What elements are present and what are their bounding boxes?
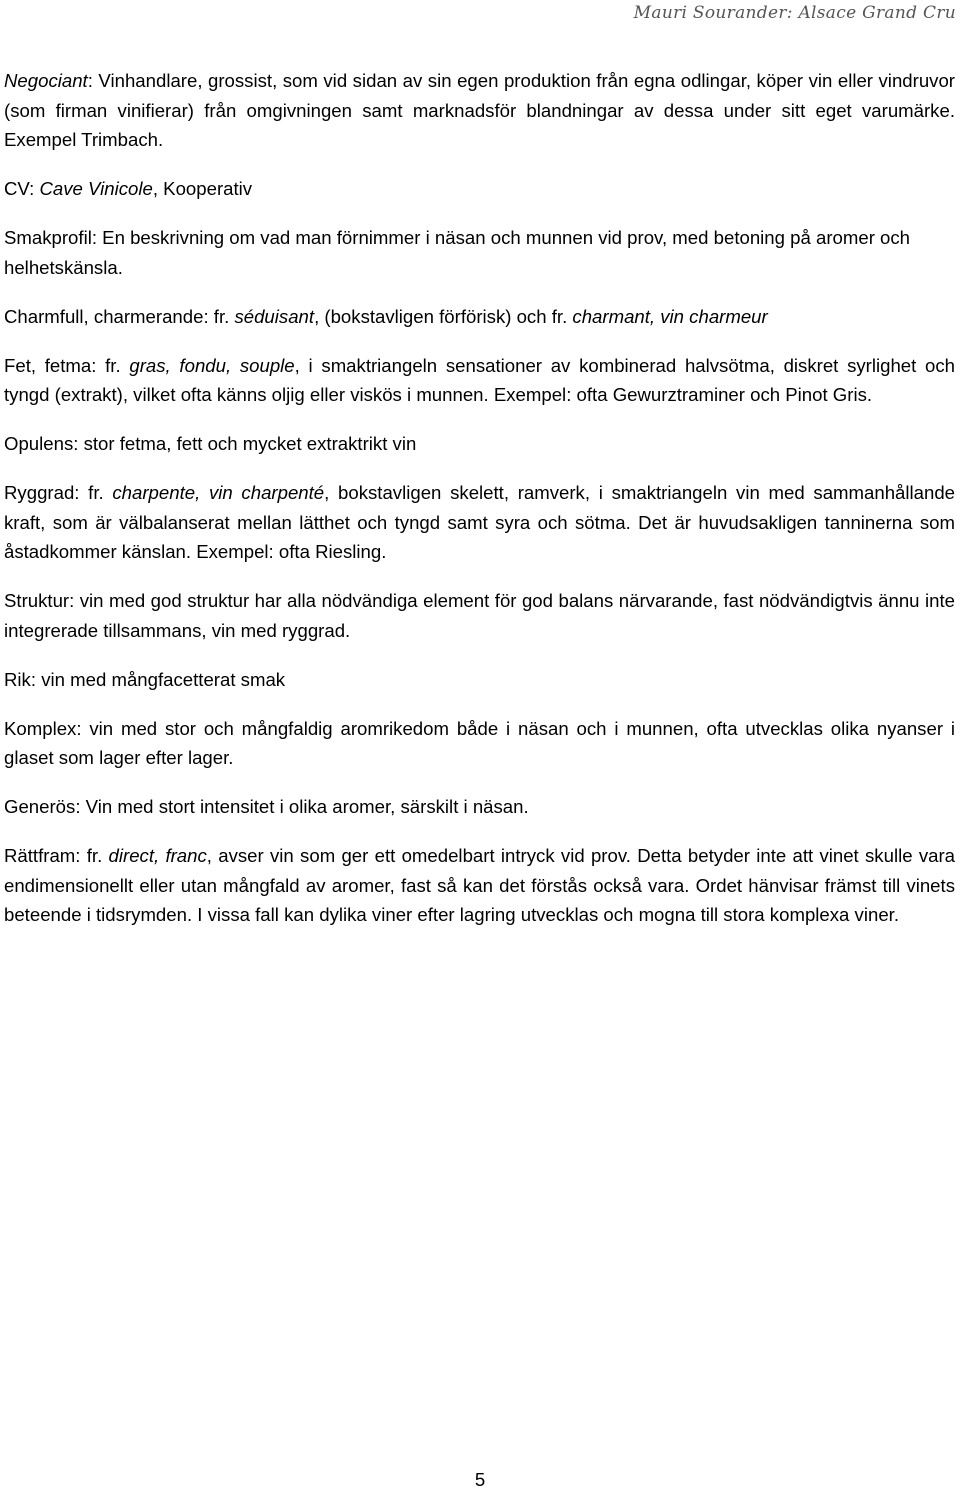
term: direct, franc bbox=[108, 845, 207, 866]
paragraph-fet bbox=[4, 351, 955, 410]
text-run: Struktur: vin med god struktur har alla nödvändiga element för god balans närvarande, fast nödvändigtvis ännu inte integrerade tillsammans, vin med ryggrad. bbox=[4, 590, 955, 641]
text-run: , (bokstavligen förförisk) och fr. bbox=[314, 305, 573, 327]
text-run: Rik: vin med mångfacetterat smak bbox=[4, 668, 286, 690]
text-run: : Vinhandlare, grossist, som vid sidan av sin egen produktion från egna odlingar, köper vin eller vindruvor (som firman vinifierar) från omgivningen samt marknadsför blandningar av dessa under sitt eget varumärke. Exempel Trimbach. bbox=[4, 70, 955, 150]
paragraph-komplex bbox=[4, 714, 955, 773]
text-run: Ryggrad: fr. bbox=[4, 482, 113, 503]
text-run: Generös: Vin med stort intensitet i olika aromer, särskilt i näsan. bbox=[4, 796, 529, 817]
paragraph-charmfull bbox=[4, 302, 955, 332]
page-number: 5 bbox=[474, 1469, 486, 1490]
term: charmant, vin charmeur bbox=[572, 305, 768, 327]
document-body bbox=[4, 66, 955, 949]
paragraph-rik bbox=[4, 665, 955, 695]
paragraph-struktur bbox=[4, 586, 955, 645]
term: Cave Vinicole bbox=[39, 178, 153, 199]
paragraph-negociant bbox=[4, 66, 955, 155]
text-run: Fet, fetma: fr. bbox=[4, 354, 130, 376]
term: gras, fondu, souple bbox=[129, 354, 295, 376]
paragraph-opulens bbox=[4, 429, 955, 459]
text-run: , bokstavligen skelett, ramverk, i smaktriangeln vin med sammanhållande kraft, som är välbalanserat mellan lätthet och tyngd samt syra och sötma. Det är huvudsakligen tanninerna som åstadkommer känslan. Exempel: ofta Riesling. bbox=[4, 482, 956, 562]
text-run: Komplex: vin med stor och mångfaldig aromrikedom både i näsan och i munnen, ofta utvecklas olika nyanser i glaset som lager efter lager. bbox=[4, 717, 955, 768]
text-run: , i smaktriangeln sensationer av kombinerad halvsötma, diskret syrlighet och tyngd (extrakt), vilket ofta känns oljig eller viskös i munnen. Exempel: ofta Gewurztraminer och Pinot Gris. bbox=[4, 354, 956, 405]
text-run: Smakprofil: En beskrivning om vad man förnimmer i näsan och munnen vid prov, med betoning på aromer och helhetskänsla. bbox=[4, 227, 911, 278]
term: charpente, vin charpenté bbox=[112, 482, 325, 503]
text-run: Opulens: stor fetma, fett och mycket extraktrikt vin bbox=[4, 433, 417, 454]
term: séduisant bbox=[234, 305, 315, 327]
paragraph-ryggrad bbox=[4, 478, 955, 567]
paragraph-rattfram bbox=[4, 841, 955, 930]
paragraph-smakprofil bbox=[4, 223, 955, 282]
text-run: , Kooperativ bbox=[152, 178, 253, 199]
text-run: , avser vin som ger ett omedelbart intryck vid prov. Detta betyder inte att vinet skulle vara endimensionellt eller utan mångfald av aromer, fast så kan det förstås också vara. Ordet hänvisar främst till vinets beteende i tidsrymden. I vissa fall kan dylika viner efter lagring utvecklas och mogna till stora komplexa viner. bbox=[4, 845, 955, 925]
paragraph-cv bbox=[4, 174, 955, 204]
running-header: Mauri Sourander: Alsace Grand Cru bbox=[633, 3, 956, 23]
text-run: Rättfram: fr. bbox=[4, 845, 109, 866]
text-run: Charmfull, charmerande: fr. bbox=[4, 305, 235, 327]
paragraph-generos bbox=[4, 792, 955, 822]
term: Negociant bbox=[4, 70, 88, 91]
text-run: CV: bbox=[4, 178, 40, 199]
